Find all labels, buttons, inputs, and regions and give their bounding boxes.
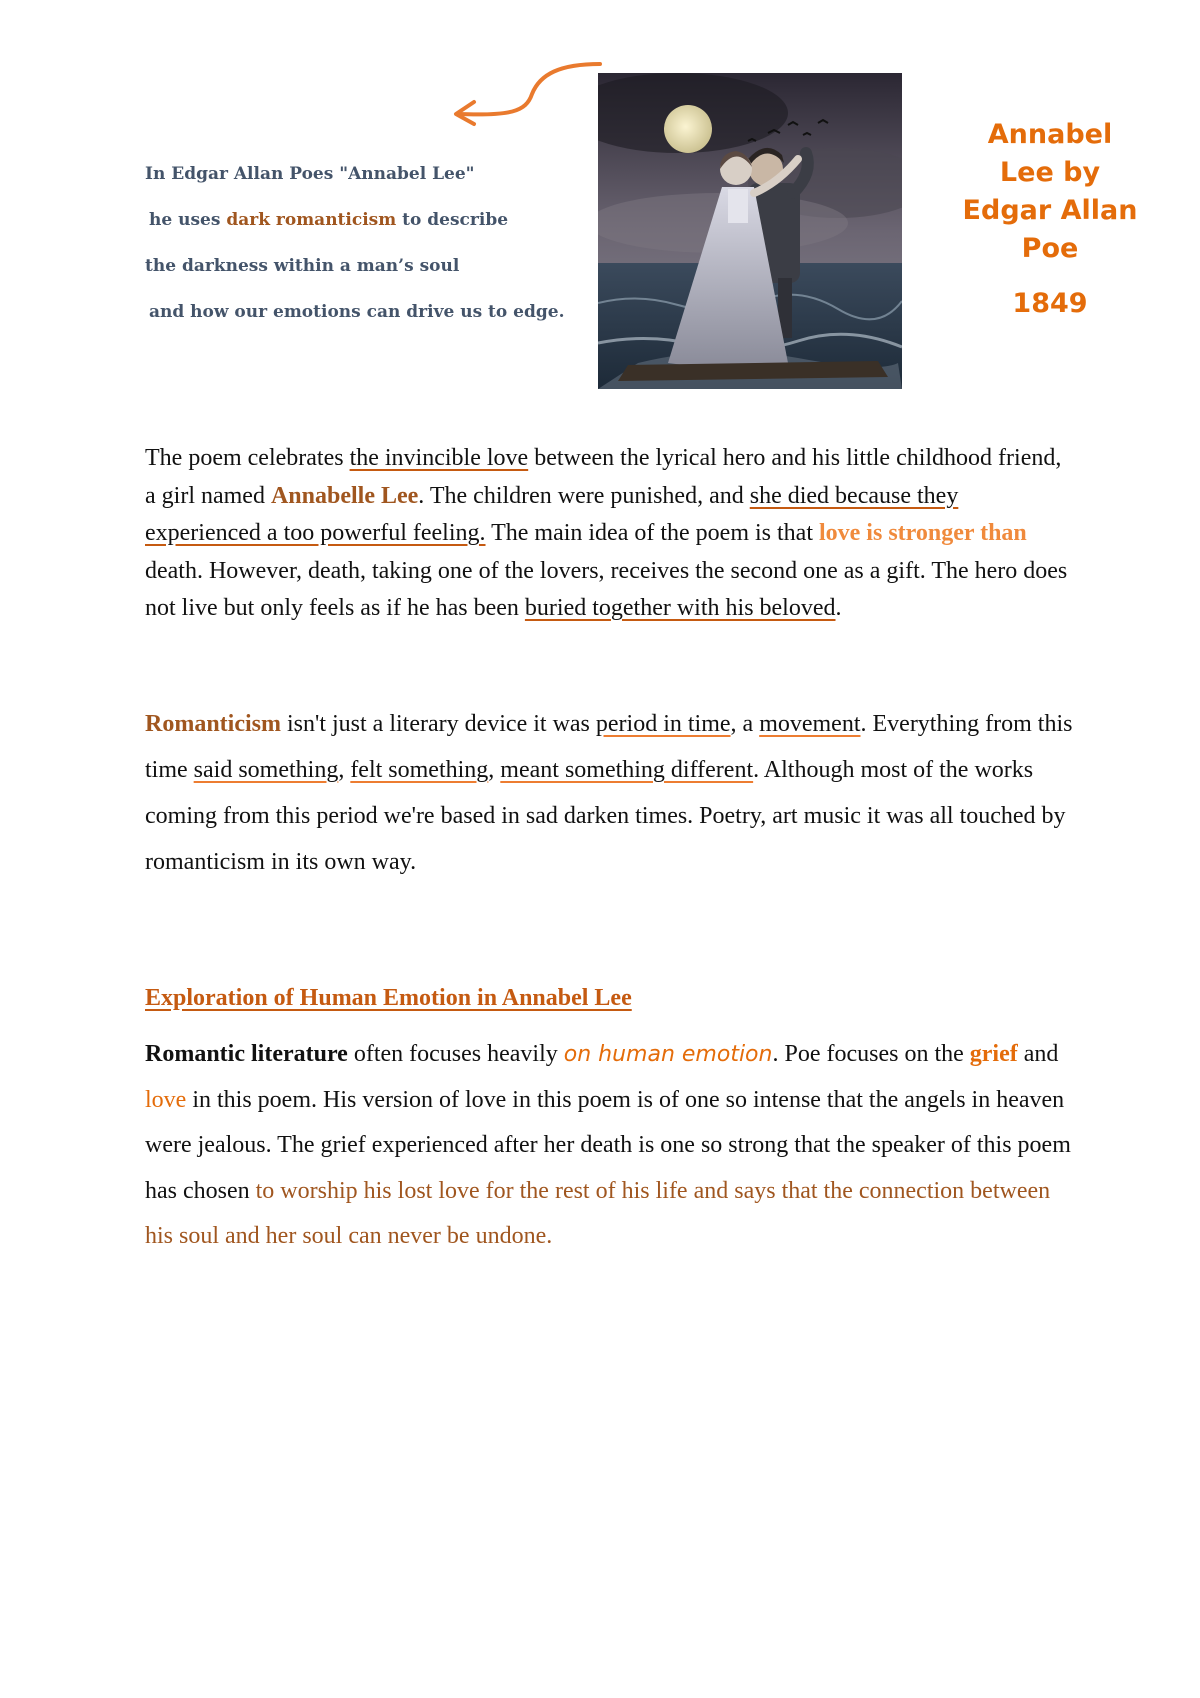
title-line-2: Lee by: [999, 157, 1101, 188]
document-title: [935, 116, 1165, 268]
text: between the lyrical hero and his little childhood friend, a girl named: [145, 445, 1062, 509]
romantic-literature-term: Romantic literature: [145, 1041, 348, 1067]
text: . The children were punished, and: [418, 482, 750, 509]
text: The main idea of the poem is that: [485, 520, 819, 546]
intro-text: he uses: [149, 210, 227, 230]
text: ,: [338, 757, 351, 783]
text: The poem celebrates: [145, 445, 350, 471]
text: , a: [730, 711, 760, 737]
title-line-1: Annabel: [987, 119, 1113, 150]
title-line-4: Poe: [1021, 233, 1079, 264]
love-word: love: [145, 1086, 187, 1113]
underlined-phrase: buried together with his beloved: [524, 595, 836, 621]
paragraph-emotion: [145, 1032, 1075, 1260]
closing-phrase: to worship his lost love for the rest of his life and says that the connection between his soul and her soul can never be undone.: [145, 1177, 1051, 1249]
title-line-3: Edgar Allan: [962, 195, 1138, 226]
text: and: [1017, 1041, 1059, 1067]
annabelle-lee-name: Annabelle Lee: [270, 482, 419, 509]
grief-word: grief: [969, 1041, 1018, 1067]
dark-romanticism-highlight: dark romanticism: [226, 210, 397, 230]
underlined-phrase: said something: [193, 757, 339, 783]
underlined-phrase: period in time: [595, 711, 731, 737]
paragraph-romanticism: [145, 701, 1075, 885]
paragraph-summary: [145, 440, 1075, 628]
text: in this poem. His version of love in this poem is of one so intense that the angels in heaven were jealous. The grief experienced after her death is one so strong that the speaker of this poem has chosen: [145, 1086, 1071, 1204]
title-year: 1849: [1012, 288, 1088, 319]
highlighted-phrase: love is stronger than: [818, 520, 1027, 546]
italic-phrase: on human emotion: [563, 1042, 773, 1067]
moonlit-couple-illustration: [598, 73, 902, 389]
text: . Poe focuses on the: [772, 1041, 970, 1067]
section-heading: Exploration of Human Emotion in Annabel Lee: [145, 985, 632, 1011]
intro-text: to describe: [396, 210, 509, 230]
text: . Everything from this time: [145, 711, 1073, 783]
underlined-phrase: movement: [759, 711, 861, 737]
romanticism-term: Romanticism: [145, 711, 281, 737]
intro-line-2: [149, 210, 508, 230]
text: death. However, death, taking one of the lovers, receives the second one as a gift. The hero does not live but only feels as if he has been: [145, 557, 1068, 621]
underlined-phrase: the invincible love: [349, 445, 529, 471]
text: ,: [488, 757, 501, 783]
intro-line-4: and how our emotions can drive us to edge.: [149, 302, 565, 322]
intro-line-3: the darkness within a man’s soul: [145, 256, 460, 276]
intro-line-1: In Edgar Allan Poes "Annabel Lee": [145, 164, 475, 184]
text: isn't just a literary device it was: [280, 711, 596, 737]
underlined-phrase: felt something: [350, 757, 489, 783]
underlined-phrase: she died because they experienced a too powerful feeling.: [145, 482, 959, 546]
text: . Although most of the works coming from this period we're based in sad darken times. Poetry, art music it was all touched by romanticism in its own way.: [145, 757, 1066, 875]
curved-arrow-icon: [440, 54, 610, 134]
text: often focuses heavily: [347, 1041, 564, 1067]
text: .: [835, 595, 842, 621]
underlined-phrase: meant something different: [500, 757, 754, 783]
